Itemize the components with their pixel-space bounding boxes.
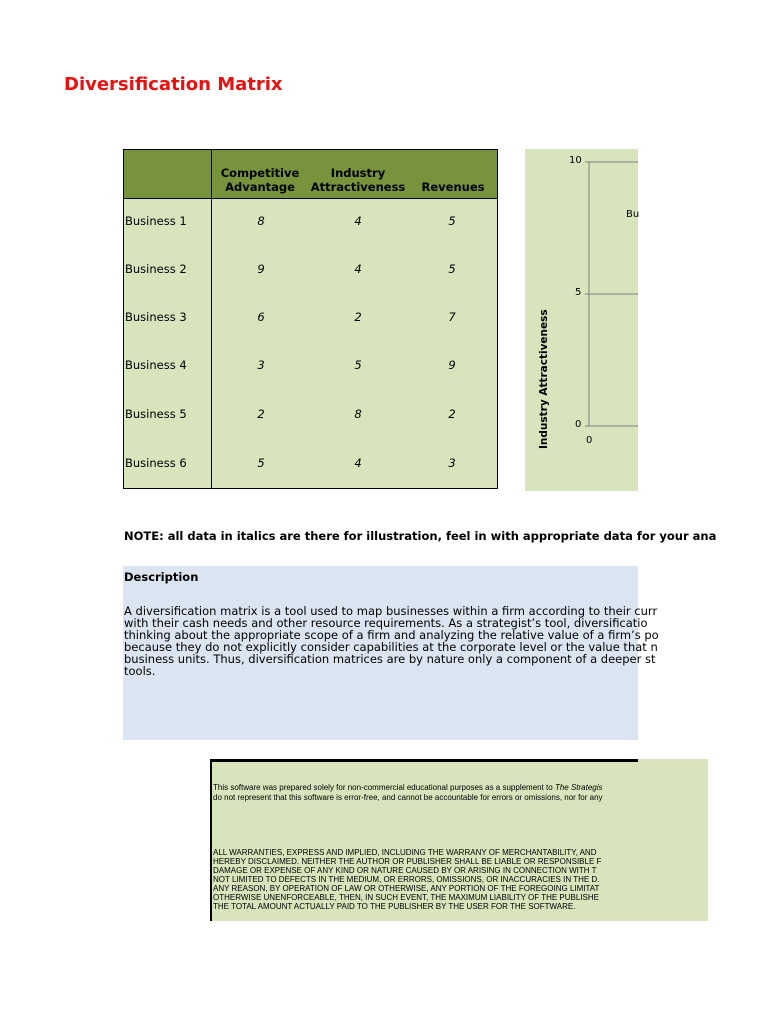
table-row <box>124 214 497 234</box>
competitive-advantage-cell[interactable]: 9 <box>257 262 265 276</box>
description-line: tools. <box>124 664 156 678</box>
column-header-competitive-advantage: Competitive Advantage <box>220 166 300 194</box>
diversification-chart <box>525 149 638 491</box>
x-tick-label-0: 0 <box>586 435 593 446</box>
warranty-line: OTHERWISE UNENFORCEABLE, THEN, IN SUCH EVENT, THE MAXIMUM LIABILITY OF THE PUBLISHE <box>213 893 599 902</box>
competitive-advantage-cell[interactable]: 8 <box>257 214 265 228</box>
revenues-cell[interactable]: 9 <box>448 358 456 372</box>
page-title: Diversification Matrix <box>64 74 283 95</box>
revenues-cell[interactable]: 2 <box>448 407 456 421</box>
y-axis-label: Industry Attractiveness <box>538 309 550 449</box>
description-line: A diversification matrix is a tool used to map businesses within a firm according to their curr <box>124 604 658 618</box>
bubble-label: Bu <box>626 209 640 220</box>
table-row <box>124 456 497 476</box>
competitive-advantage-cell[interactable]: 6 <box>257 310 265 324</box>
y-tick-label-5: 5 <box>575 287 582 298</box>
table-row <box>124 310 497 330</box>
revenues-cell[interactable]: 7 <box>448 310 456 324</box>
disclaimer-box <box>210 759 708 921</box>
description-box <box>123 566 659 740</box>
industry-attractiveness-cell[interactable]: 4 <box>354 214 362 228</box>
table-row <box>124 407 497 427</box>
industry-attractiveness-cell[interactable]: 4 <box>354 262 362 276</box>
business-name[interactable]: Business 3 <box>125 310 187 324</box>
competitive-advantage-cell[interactable]: 2 <box>257 407 265 421</box>
industry-attractiveness-cell[interactable]: 8 <box>354 407 362 421</box>
disclaimer-text: This software was prepared solely for non-commercial educational purposes as a supplement to <box>213 783 555 792</box>
description-line: because they do not explicitly consider capabilities at the corporate level or the value that n <box>124 640 658 654</box>
table-row <box>124 262 497 282</box>
y-tick-label-10: 10 <box>569 155 582 166</box>
table-row <box>124 358 497 378</box>
revenues-cell[interactable]: 3 <box>448 456 456 470</box>
disclaimer-line: do not represent that this software is error-free, and cannot be accountable for errors or omissions, nor for any <box>213 793 603 802</box>
business-name[interactable]: Business 5 <box>125 407 187 421</box>
column-header-revenues: Revenues <box>421 180 485 194</box>
disclaimer-line <box>213 783 603 792</box>
book-title: The Strategis <box>554 783 603 792</box>
description-line: with their cash needs and other resource requirements. As a strategist’s tool, diversificatio <box>124 616 648 630</box>
y-tick-label-0: 0 <box>575 419 582 430</box>
industry-attractiveness-cell[interactable]: 2 <box>354 310 362 324</box>
revenues-cell[interactable]: 5 <box>448 214 456 228</box>
warranty-line: DAMAGE OR EXPENSE OF ANY KIND OR NATURE CAUSED BY OR ARISING IN CONNECTION WITH T <box>213 866 597 875</box>
industry-attractiveness-cell[interactable]: 5 <box>354 358 362 372</box>
warranty-line: HEREBY DISCLAIMED. NEITHER THE AUTHOR OR PUBLISHER SHALL BE LIABLE OR RESPONSIBLE F <box>213 857 602 866</box>
revenues-cell[interactable]: 5 <box>448 262 456 276</box>
business-name[interactable]: Business 2 <box>125 262 187 276</box>
disclaimer-top-border <box>210 759 638 762</box>
description-line: business units. Thus, diversification matrices are by nature only a component of a deeper st <box>124 652 656 666</box>
competitive-advantage-cell[interactable]: 5 <box>257 456 265 470</box>
description-heading: Description <box>124 570 199 584</box>
warranty-line: THE TOTAL AMOUNT ACTUALLY PAID TO THE PUBLISHER BY THE USER FOR THE SOFTWARE. <box>213 902 576 911</box>
competitive-advantage-cell[interactable]: 3 <box>257 358 265 372</box>
note-text: NOTE: all data in italics are there for illustration, feel in with appropriate data for your ana <box>124 529 717 543</box>
warranty-line: ANY REASON, BY OPERATION OF LAW OR OTHERWISE, ANY PORTION OF THE FOREGOING LIMITAT <box>213 884 600 893</box>
warranty-line: NOT LIMITED TO DEFECTS IN THE MEDIUM, OR ERRORS, OMISSIONS, OR INACCURACIES IN THE D. <box>213 875 600 884</box>
disclaimer-left-border <box>210 759 212 921</box>
column-header-industry-attractiveness: Industry Attractiveness <box>310 166 406 194</box>
business-name[interactable]: Business 6 <box>125 456 187 470</box>
business-name[interactable]: Business 1 <box>125 214 187 228</box>
description-line: thinking about the appropriate scope of a firm and analyzing the relative value of a firm’s po <box>124 628 659 642</box>
business-name[interactable]: Business 4 <box>125 358 187 372</box>
industry-attractiveness-cell[interactable]: 4 <box>354 456 362 470</box>
warranty-line: ALL WARRANTIES, EXPRESS AND IMPLIED, INCLUDING THE WARRANY OF MERCHANTABILITY, AND <box>213 848 597 857</box>
diversification-table <box>123 149 498 489</box>
